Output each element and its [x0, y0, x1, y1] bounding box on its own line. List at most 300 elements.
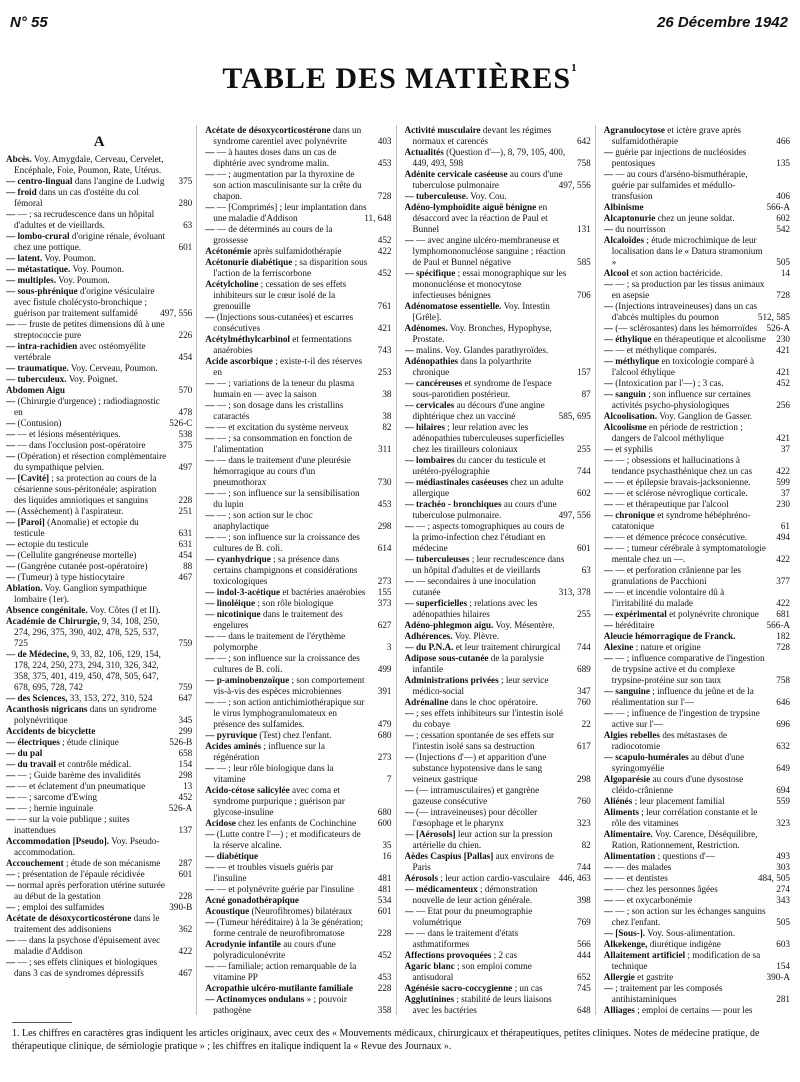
index-entry-description: d'origine vésiculaire avec fistule cholécysto-bronchique ; guérison par traitement sulfamidé: [14, 286, 155, 318]
index-entry-text: [6, 396, 168, 418]
index-entry-heading: Aleucie hémorragique de Franck.: [603, 631, 736, 641]
index-entry: [6, 539, 192, 550]
index-entry: [205, 895, 391, 906]
index-entry-description: — et méthylique comparés.: [612, 345, 717, 355]
index-entry-heading: — du pal: [6, 748, 43, 758]
index-entry-heading: Agranulocytose: [603, 125, 665, 135]
index-entry-page: 303: [776, 862, 790, 872]
index-entry: [6, 814, 192, 836]
index-entry: [405, 323, 591, 345]
index-entry-heading: Acido-cétose salicylée: [205, 785, 290, 795]
index-entry-heading: Alcoolisation.: [603, 411, 658, 421]
index-entry-text: [6, 781, 168, 792]
index-entry-description: (Anomalie) et ectopie du testicule: [14, 517, 139, 538]
index-entry-text: [6, 429, 168, 440]
index-entry-text: [404, 994, 567, 1015]
index-entry-description: — ; son influence sur la croissance des cultures de B. coli.: [213, 532, 360, 553]
index-entry-text: [603, 631, 766, 642]
index-entry-text: [6, 374, 168, 385]
index-entry-description: — sur la voie publique ; suites inattendues: [14, 814, 130, 835]
index-entry-description: (Neurofibromes) bilatéraux: [249, 906, 353, 916]
index-entry: [405, 994, 591, 1015]
index-entry-description: — ; son action sur les échanges sanguins chez l'enfant.: [611, 906, 766, 927]
index-entry: [405, 851, 591, 873]
index-entry-heading: —: [205, 532, 215, 542]
index-entry: [405, 675, 591, 697]
index-entry-text: [404, 785, 567, 807]
index-entry-page: 273: [377, 752, 392, 762]
index-entry-description: — et épilepsie bravais-jacksonienne.: [612, 477, 751, 487]
index-entry-heading: —: [6, 770, 16, 780]
index-entry: [604, 224, 790, 235]
index-entry-description: (Contusion): [15, 418, 62, 428]
index-entry-heading: Académie de Chirurgie,: [6, 616, 100, 626]
index-entry-text: [205, 609, 367, 631]
index-entry-description: au début d'une syringomyélie: [611, 752, 745, 773]
index-entry-text: [6, 814, 168, 836]
index-entry: [405, 873, 591, 884]
index-entry-text: [205, 785, 367, 818]
index-entry: [405, 829, 591, 851]
index-entry: [405, 521, 591, 554]
index-entry-text: [404, 521, 567, 554]
index-entry-description: — ; son action sur le choc anaphylactique: [213, 510, 313, 531]
index-entry-text: [205, 147, 367, 169]
index-entry-heading: —: [205, 169, 215, 179]
index-entry-heading: —: [6, 396, 16, 406]
index-entry-text: [205, 169, 367, 202]
index-entry-page: 421: [776, 345, 790, 355]
index-entry-description: — [Comprimés] ; leur implantation dans une maladie d'Addison: [213, 202, 367, 223]
index-entry: [405, 950, 591, 961]
index-column-3: [405, 125, 596, 1015]
index-entry-description: et contrôle médical.: [56, 759, 132, 769]
index-entry-description: leur action sur la pression artérielle du chien.: [412, 829, 553, 850]
index-entry-description: chez un adulte allergique: [412, 477, 564, 498]
index-entry-text: [6, 286, 166, 319]
index-entry-description: (Assèchement) à l'aspirateur.: [15, 506, 124, 516]
index-entry-heading: Alexine: [603, 642, 634, 652]
index-entry: [405, 620, 591, 631]
page-title: [0, 62, 800, 96]
index-entry-description: — dans le traitement de l'érythème polymorphe: [213, 631, 346, 652]
index-entry-text: [205, 554, 367, 587]
index-entry: [405, 807, 591, 829]
index-entry-heading: Acétylcholine: [205, 279, 259, 289]
index-entry-page: 728: [377, 191, 392, 201]
index-entry-page: 87: [581, 389, 591, 399]
index-entry-heading: —: [6, 506, 16, 516]
index-entry-page: 497, 556: [558, 510, 591, 520]
index-entry-heading: —: [6, 880, 16, 890]
index-entry: [604, 411, 790, 422]
index-entry-text: [6, 275, 168, 286]
index-entry-description: ; influence du jeûne et de la réalimentation sur l'—: [611, 686, 754, 707]
index-entry-text: [6, 649, 168, 693]
index-entry-page: 453: [377, 972, 392, 982]
index-entry-heading: —: [603, 884, 613, 894]
index-entry-heading: —: [603, 873, 613, 883]
index-entry: [6, 572, 192, 583]
index-entry-text: [6, 748, 168, 759]
index-entry-description: dans un syndrome carentiel avec polynévrite: [213, 125, 362, 146]
index-entry: [405, 730, 591, 752]
index-entry: [6, 902, 192, 913]
index-entry-text: [6, 473, 168, 506]
index-entry: [205, 433, 391, 455]
index-entry-description: — ; ses effets cliniques et biologiques dans 3 cas de syndromes dépressifs: [14, 957, 158, 978]
index-entry-page: 602: [776, 213, 790, 223]
index-entry-description: ; nature et origine: [633, 642, 701, 652]
index-entry-text: [404, 477, 567, 499]
index-entry-description: (Lutte contre l'—) ; et modificateurs de la réserve alcaline.: [213, 829, 361, 850]
index-entry-page: 760: [576, 796, 591, 806]
index-entry-text: [603, 796, 766, 807]
index-entry-heading: — multiples.: [6, 275, 57, 285]
index-entry-heading: —: [205, 653, 215, 663]
index-entry-page: 632: [776, 741, 790, 751]
index-entry-page: 646: [776, 697, 790, 707]
index-entry-text: [205, 862, 367, 884]
index-entry-heading: Acétylméthylcarbinol: [205, 334, 290, 344]
index-entry: [604, 455, 790, 477]
index-entry-page: 759: [178, 638, 193, 648]
index-entry: [6, 836, 192, 858]
index-entry-text: [404, 422, 567, 455]
index-entry-text: [6, 319, 168, 341]
index-entry-page: 22: [581, 719, 591, 729]
index-entry: [405, 752, 591, 785]
index-entry-heading: —: [603, 620, 613, 630]
index-entry-description: au cours d'une polyradiculonévrite: [213, 939, 336, 960]
index-entry: [604, 829, 790, 851]
index-entry-description: et polynévrite chronique: [666, 609, 759, 619]
index-entry-heading: Alimentaire.: [603, 829, 653, 839]
index-entry-heading: Acné gonadothérapique: [205, 895, 299, 905]
index-entry-text: [6, 957, 168, 979]
index-entry-heading: —: [404, 807, 414, 817]
index-entry-text: [205, 334, 367, 356]
index-entry-heading: — du P.N.A.: [404, 642, 454, 652]
index-entry-description: Voy. Amygdale, Cerveau, Cervelet, Encéphale, Foie, Poumon, Rate, Utérus.: [14, 154, 164, 175]
index-entry-description: ; sa protection au cours de la césarienne sous-péritonéale; aspiration des liquides amniotiques et sanguins: [14, 473, 157, 505]
index-entry-page: 391: [377, 686, 392, 696]
index-entry-page: 323: [576, 818, 591, 828]
index-entry-page: 16: [382, 851, 392, 861]
index-entry: [205, 884, 391, 895]
index-entry: [405, 576, 591, 598]
index-entry-heading: —: [603, 532, 613, 542]
index-entry: [604, 378, 790, 389]
index-entry-description: — ; augmentation par la thyroxine de son action masculinisante sur la crête du chapon.: [213, 169, 362, 201]
index-entry-text: [6, 187, 168, 209]
index-entry-text: [603, 301, 764, 323]
index-entry-description: ; présentation de l'épaule récidivée: [15, 869, 145, 879]
index-entry-page: 255: [576, 609, 591, 619]
index-entry-page: 505: [776, 917, 790, 927]
index-entry-page: 453: [377, 499, 392, 509]
index-entry-text: [603, 422, 766, 444]
index-entry: [604, 895, 790, 906]
index-entry-page: 253: [377, 367, 392, 377]
index-entry-page: 298: [178, 770, 193, 780]
index-entry-heading: —: [404, 521, 414, 531]
index-entry-description: (Chirurgie d'urgence) ; radiodiagnostic en: [14, 396, 160, 417]
index-entry: [604, 708, 790, 730]
index-entry-page: 454: [178, 352, 193, 362]
index-entry-heading: — [Sous-].: [603, 928, 646, 938]
index-entry-description: — ; son influence sur la croissance des cultures de B. coli.: [213, 653, 360, 674]
index-entry-text: [6, 341, 168, 363]
index-entry: [405, 477, 591, 499]
index-entry-text: [603, 356, 766, 378]
index-entry-page: 617: [576, 741, 591, 751]
index-entry-text: [205, 994, 367, 1015]
index-entry-text: [205, 675, 367, 697]
index-entry-text: [404, 653, 567, 675]
index-entry-text: [603, 268, 766, 279]
index-entry: [604, 631, 790, 642]
index-entry-text: [6, 803, 168, 814]
index-entry-description: — et troubles visuels guéris par l'insuline: [213, 862, 334, 883]
index-entry-heading: Acrodynie infantile: [205, 939, 281, 949]
index-entry-heading: Adénopathies: [404, 356, 459, 366]
index-entry: [6, 583, 192, 605]
index-entry-description: et syphilis: [612, 444, 653, 454]
index-entry-text: [205, 939, 367, 961]
index-entry: [6, 759, 192, 770]
index-entry-text: [6, 231, 168, 253]
index-entry-heading: — [Aérosols]: [404, 829, 456, 839]
index-entry-page: 452: [178, 792, 193, 802]
index-entry-text: [603, 587, 766, 609]
index-entry: [6, 473, 192, 506]
index-entry-description: — et lésions mésentériques.: [15, 429, 121, 439]
index-entry: [604, 147, 790, 169]
index-entry: [205, 598, 391, 609]
index-entry-text: [603, 224, 766, 235]
index-entry-description: » ; pouvoir pathogène: [213, 994, 347, 1015]
index-entry-heading: Acétate de désoxycorticostérone: [205, 125, 331, 135]
index-entry: [6, 858, 192, 869]
index-entry-text: [6, 770, 168, 781]
index-entry-text: [603, 829, 766, 851]
index-entry-description: — ; sa consommation en fonction de l'alimentation: [213, 433, 352, 454]
index-entry-description: aux environs de Paris: [412, 851, 554, 872]
index-entry-text: [6, 583, 168, 605]
index-entry-description: ; leur action cardio-vasculaire: [438, 873, 550, 883]
issue-number: N° 55: [10, 14, 48, 31]
index-entry-page: 631: [178, 539, 193, 549]
index-entry: [405, 554, 591, 576]
index-entry-heading: Acropathie ulcéro-mutilante familiale: [205, 983, 353, 993]
index-entry-description: — et perforation crânienne par les granulations de Pacchioni: [611, 565, 741, 586]
index-entry: [6, 737, 192, 748]
index-entry-description: — fruste de petites dimensions dû à une streptococcie pure: [14, 319, 165, 340]
index-entry-description: Voy. Ganglion sympathique lombaire (1er).: [14, 583, 147, 604]
index-entry: [205, 125, 391, 147]
index-entry: [6, 726, 192, 737]
index-entry-heading: —: [603, 455, 613, 465]
index-entry: [604, 334, 790, 345]
index-entry-heading: —: [603, 543, 613, 553]
index-entry-heading: Adéno-phlegmon aigu.: [404, 620, 494, 630]
index-entry-description: Voy. Poignet.: [66, 374, 118, 384]
index-entry-page: 566-A: [766, 620, 790, 630]
index-entry-description: en toxicologie comparé à l'alcool éthylique: [611, 356, 755, 377]
index-entry: [205, 147, 391, 169]
index-entry-page: 343: [776, 895, 790, 905]
index-entry-text: [205, 455, 367, 488]
index-entry-text: [603, 730, 766, 752]
index-entry: [205, 939, 391, 961]
index-entry-page: 566: [576, 939, 591, 949]
index-entry-description: 33, 153, 272, 310, 524: [67, 693, 153, 703]
index-entry-page: 390-B: [169, 902, 193, 912]
index-entry-description: — ; sa recrudescence dans un hôpital d'adultes et de vieillards.: [14, 209, 155, 230]
index-entry-description: ; leur service médico-social: [412, 675, 549, 696]
index-entry-description: — à hautes doses dans un cas de diphtérie avec syndrome malin.: [213, 147, 337, 168]
index-entry-text: [603, 642, 766, 653]
index-entry-heading: Acétonurie diabétique: [205, 257, 293, 267]
index-entry-description: normal après perforation utérine suturée au début de la gestation: [14, 880, 165, 901]
index-entry-description: — ; variations de la teneur du plasma humain en — avec la saison: [213, 378, 355, 399]
index-entry-page: 642: [576, 136, 591, 146]
index-entry: [604, 488, 790, 499]
index-entry-text: [205, 818, 367, 829]
index-entry: [405, 708, 591, 730]
index-entry-description: — Etat pour du pneumographie volumétrique: [412, 906, 533, 927]
index-entry-description: ; étude microchimique de leur localisation dans le « Datura stramonium »: [611, 235, 763, 267]
index-entry-description: — ; son dosage dans les cristallins cataractés: [213, 400, 344, 421]
index-entry-text: [603, 653, 766, 686]
index-entry-page: 652: [576, 972, 591, 982]
index-entry: [205, 334, 391, 356]
index-entry-heading: —: [603, 345, 613, 355]
index-entry-heading: —: [404, 928, 414, 938]
index-entry-heading: —: [603, 224, 613, 234]
index-entry-page: 37: [780, 444, 790, 454]
index-entry-page: 3: [386, 642, 392, 652]
index-entry: [6, 429, 192, 440]
index-entry-description: — secondaires à une inoculation cutanée: [412, 576, 536, 597]
index-entry-heading: —: [205, 917, 215, 927]
index-entry-heading: Absence congénitale.: [6, 605, 88, 615]
index-entry-page: 298: [576, 774, 591, 784]
index-entry-heading: —: [603, 708, 613, 718]
index-entry-text: [6, 726, 168, 737]
footnote-rule: [12, 1022, 72, 1023]
index-entry: [405, 400, 591, 422]
index-entry: [205, 763, 391, 785]
index-entry-description: et ictère grave après sulfamidothérapie: [611, 125, 742, 146]
index-entry: [6, 935, 192, 957]
index-entry-heading: Agénésie sacro-coccygienne: [404, 983, 513, 993]
index-entry: [604, 422, 790, 444]
index-entry-description: (Question d'—), 8, 79, 105, 400, 449, 493, 598: [412, 147, 566, 168]
index-entry-page: 599: [776, 477, 790, 487]
index-entry-description: en thérapeutique et alcoolisme: [651, 334, 766, 344]
index-entry-page: 311: [378, 444, 392, 454]
index-entry-description: — de déterminés au cours de la grossesse: [213, 224, 333, 245]
index-entry-description: ; existe-t-il des réserves en: [213, 356, 363, 377]
index-entry-description: au décours d'une angine diphtérique chez un vacciné: [412, 400, 545, 421]
index-entry-page: 61: [780, 521, 790, 531]
index-entry-text: [6, 451, 168, 473]
index-entry-heading: —: [603, 565, 613, 575]
index-entry-description: du nourrisson: [612, 224, 666, 234]
index-entry-heading: — sanguin: [603, 389, 646, 399]
index-entry-text: [603, 125, 766, 147]
index-entry-description: (Injections intraveineuses) dans un cas d'abcès multiples du poumon: [611, 301, 758, 322]
index-entry-page: 696: [776, 719, 790, 729]
index-entry-description: chez un jeune soldat.: [655, 213, 735, 223]
index-entry: [604, 620, 790, 631]
index-entry-text: [404, 928, 567, 950]
index-entry-description: et syndrome de l'espace sous-parotidien postérieur.: [412, 378, 552, 399]
index-entry-heading: Adipose sous-cutanée: [404, 653, 489, 663]
index-entry-page: 274: [776, 884, 790, 894]
footnote: [12, 1022, 788, 1053]
index-entry-heading: — cancéreuses: [404, 378, 463, 388]
index-entry-description: ; influence sur la régénération: [213, 741, 325, 762]
index-entry-page: 680: [377, 807, 392, 817]
index-entry-page: 155: [377, 587, 392, 597]
index-entry-description: ; relations avec les adénopathies hilaires: [412, 598, 538, 619]
index-entry-heading: — centro-lingual: [6, 176, 73, 186]
index-entry: [604, 983, 790, 1005]
index-entry-page: 82: [382, 422, 392, 432]
index-entry-heading: —: [603, 587, 613, 597]
index-entry-description: dans un syndrome polynévritique: [14, 704, 157, 725]
index-entry-description: — ; sa production par les tissus animaux en asepsie: [611, 279, 765, 300]
index-entry-text: [404, 576, 565, 598]
index-entry-description: ; son influence sur certaines activités psycho-physiologiques: [611, 389, 751, 410]
index-entry: [604, 532, 790, 543]
index-entry-heading: —: [603, 279, 613, 289]
index-entry-text: [205, 433, 367, 455]
index-entry-page: 601: [178, 242, 193, 252]
index-entry-text: [404, 906, 567, 928]
index-entry: [205, 378, 391, 400]
index-entry-text: [603, 565, 766, 587]
index-entry: [604, 345, 790, 356]
index-entry-description: — et oxycarbonémie: [612, 895, 693, 905]
index-entry-description: (Intoxication par l'—) ; 3 cas.: [612, 378, 724, 388]
index-entry-page: 497, 556: [160, 308, 193, 318]
index-entry-description: — ; obsessions et hallucinations à tendance psychasthénique chez un cas: [611, 455, 753, 476]
index-entry-text: [6, 902, 168, 913]
index-entry-text: [205, 851, 367, 862]
index-entry-page: 298: [377, 521, 392, 531]
index-entry-page: 299: [178, 726, 193, 736]
index-entry-heading: Agglutinines: [404, 994, 455, 1004]
index-entry-page: 390-A: [766, 972, 790, 982]
index-entry-page: 689: [576, 664, 591, 674]
index-entry-heading: Administrations privées: [404, 675, 499, 685]
index-entry-description: (— intraveineuses) pour décoller l'œsophage et le pharynx: [412, 807, 538, 828]
title-text: TABLE DES MATIÈRES: [222, 62, 572, 95]
index-entry-text: [404, 807, 567, 829]
index-entry-text: [603, 851, 766, 862]
index-entry-description: — ; influence comparative de l'ingestion de trypsine active et du complexe trypsine-protéine sur son taux: [611, 653, 765, 685]
index-entry-text: [603, 235, 766, 268]
index-entry-heading: Adénomatose essentielle.: [404, 301, 502, 311]
index-entry: [205, 631, 391, 653]
index-entry-page: 512, 585: [757, 312, 790, 322]
index-entry: [205, 961, 391, 983]
index-entry-text: [6, 154, 168, 176]
